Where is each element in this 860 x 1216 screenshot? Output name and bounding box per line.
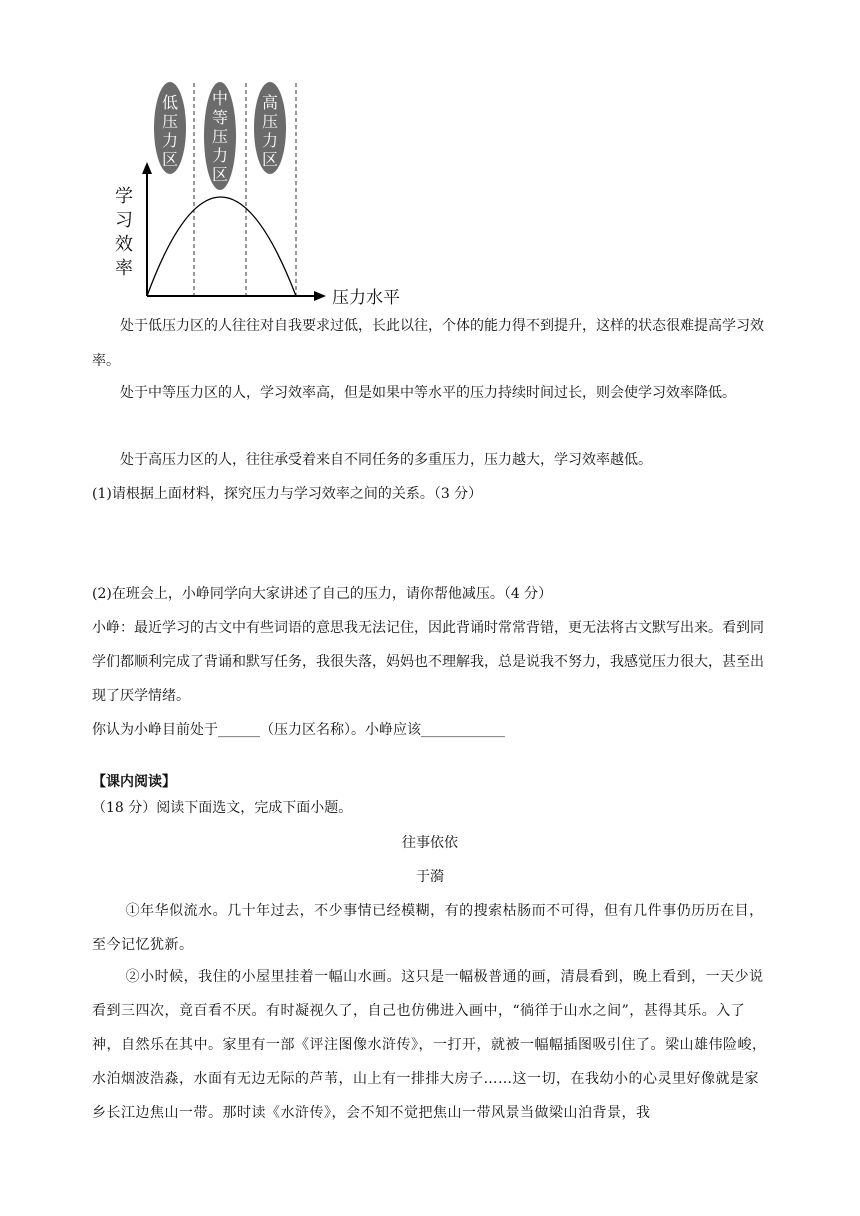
y-axis-label [115,186,133,279]
zone-label-char: 压 [211,127,229,146]
efficiency-curve [147,197,296,296]
section-instruction: （18 分）阅读下面选文，完成下面小题。 [92,800,353,816]
x-axis-arrow [314,291,326,301]
zone-label-char: 力 [261,131,279,150]
y-axis-label-char: 效 [115,234,133,255]
zone-label-char: 区 [161,150,179,169]
zone-label-char: 区 [211,165,229,184]
y-axis-label-char: 习 [115,210,133,231]
y-axis-arrow [142,162,152,174]
passage-title: 往事依依 [402,835,458,851]
passage-paragraph-1: ①年华似流水。几十年过去，不少事情已经模糊，有的搜索枯肠而不可得，但有几件事仍历历在目，至今记忆犹新。 [92,903,764,953]
question-2: (2)在班会上，小峥同学向大家讲述了自己的压力，请你帮他减压。（4 分） [92,586,553,602]
passage-paragraph-2: ②小时候，我住的小屋里挂着一幅山水画。这只是一幅极普通的画，清晨看到，晚上看到，一天少说看到三四次，竟百看不厌。有时凝视久了，自己也仿佛进入画中，“徜徉于山水之间”，甚得其乐。入了神，自然乐在其中。家里有一部《评注图像水浒传》，一打开，就被一幅幅插图吸引住了。梁山雄伟险峻，水泊烟波浩淼，水面有无边无际的芦苇，山上有一排排大房子……这一切，在我幼小的心灵里好像就是家乡长江边焦山一带。那时读《水浒传》，会不知不觉把焦山一带风景当做梁山泊背景，我 [92,969,767,1121]
paragraph-high-stress: 处于高压力区的人，往往承受着来自不同任务的多重压力，压力越大，学习效率越低。 [120,452,652,468]
paragraph-low-stress: 处于低压力区的人往往对自我要求过低，长此以往，个体的能力得不到提升，这样的状态很难提高学习效率。 [92,318,764,369]
zone-label-char: 等 [211,108,229,127]
y-axis-label-char: 学 [115,186,133,207]
zone-label-char: 中 [211,89,229,108]
zone-label-char: 力 [161,131,179,150]
zone-label-char: 压 [261,112,279,131]
section-heading: 【课内阅读】 [92,774,176,790]
question-2-material: 小峥：最近学习的古文中有些词语的意思我无法记住，因此背诵时常常背错，更无法将古文默写出来。看到同学们都顺利完成了背诵和默写任务，我很失落，妈妈也不理解我，总是说我不努力，我感觉压力很大，甚至出现了厌学情绪。 [92,620,764,704]
zone-label-char: 高 [261,93,279,112]
y-axis-label-char: 率 [115,258,133,279]
paragraph-mid-stress: 处于中等压力区的人，学习效率高，但是如果中等水平的压力持续时间过长，则会使学习效率降低。 [120,385,736,401]
zone-label-char: 力 [211,146,229,165]
zone-label-char: 压 [161,112,179,131]
zone-label-char: 低 [161,93,179,112]
zone-label-char: 区 [261,150,279,169]
stress-efficiency-figure [110,78,430,310]
passage-author: 于漪 [416,869,444,885]
question-2-answer-blanks: 你认为小峥目前处于______（压力区名称）。小峥应该____________ [92,722,505,738]
x-axis-label: 压力水平 [332,288,400,308]
question-1: (1)请根据上面材料，探究压力与学习效率之间的关系。（3 分） [92,486,483,502]
